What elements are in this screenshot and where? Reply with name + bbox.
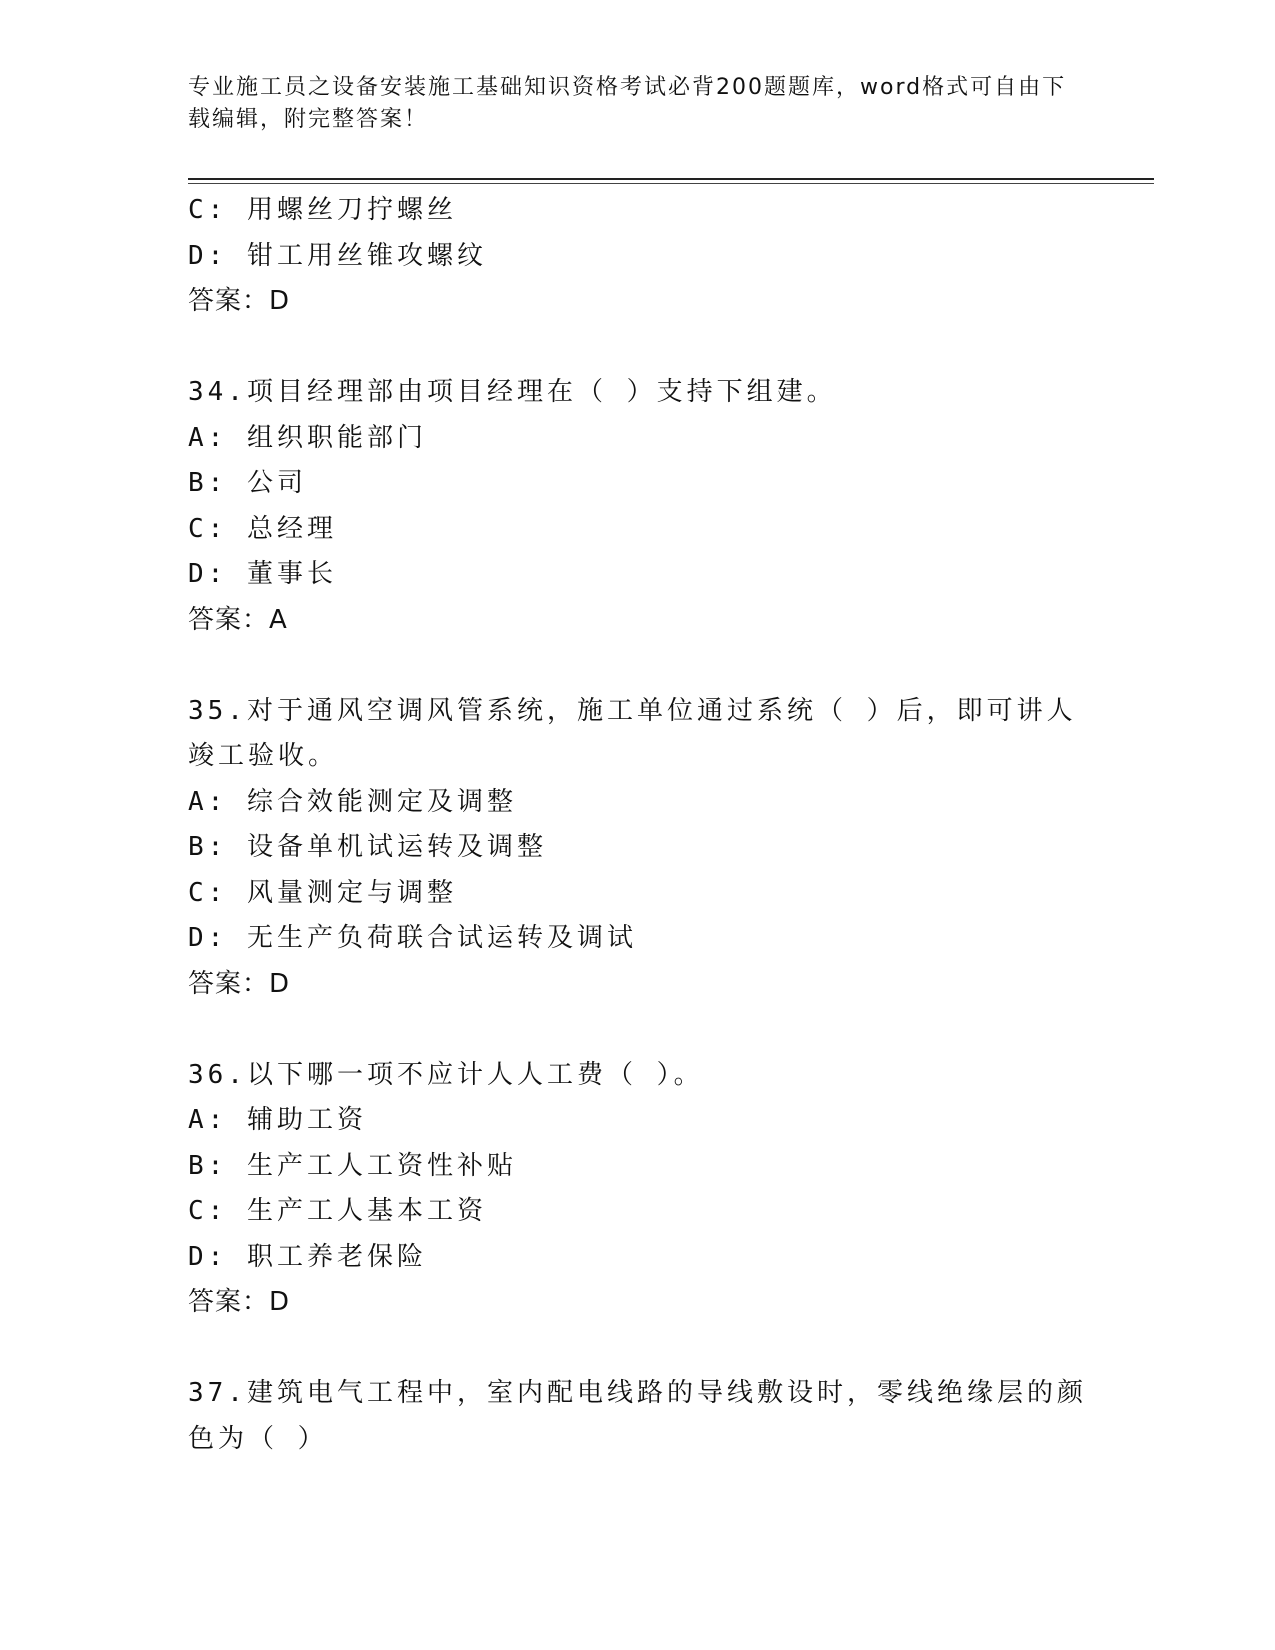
spacer — [188, 1326, 1088, 1372]
document-header — [188, 72, 1068, 136]
option-c: C: 生产工人基本工资 — [188, 1196, 487, 1226]
spacer — [188, 1007, 1088, 1053]
answer-line: 答案：D — [188, 1287, 291, 1317]
option-d: D: 职工养老保险 — [188, 1241, 427, 1272]
option-d: D: 董事长 — [188, 559, 337, 589]
option-d: D: 钳工用丝锥攻螺纹 — [188, 240, 487, 271]
header-divider-thick — [188, 178, 1154, 180]
question-block-34 — [188, 370, 1088, 643]
question-block-carryover — [188, 188, 1088, 325]
option-c: C: 风量测定与调整 — [188, 877, 457, 908]
answer-line: 答案：D — [188, 968, 291, 999]
spacer — [188, 643, 1088, 689]
option-c: C: 用螺丝刀拧螺丝 — [188, 195, 457, 225]
question-stem: 34.项目经理部由项目经理在（ ）支持下组建。 — [188, 377, 837, 407]
option-b: B: 公司 — [188, 468, 307, 498]
option-d: D: 无生产负荷联合试运转及调试 — [188, 923, 637, 953]
question-stem: 37.建筑电气工程中，室内配电线路的导线敷设时，零线绝缘层的颜色为（ ） — [188, 1378, 1087, 1454]
question-list — [188, 188, 1088, 1462]
answer-line: 答案：A — [188, 604, 288, 635]
option-a: A: 组织职能部门 — [188, 422, 427, 453]
option-b: B: 生产工人工资性补贴 — [188, 1150, 517, 1181]
option-a: A: 辅助工资 — [188, 1105, 367, 1135]
question-stem: 35.对于通风空调风管系统，施工单位通过系统（ ）后，即可讲人竣工验收。 — [188, 695, 1077, 771]
spacer — [188, 325, 1088, 371]
question-block-36 — [188, 1053, 1088, 1326]
option-c: C: 总经理 — [188, 513, 337, 544]
header-divider-thin — [188, 183, 1154, 184]
answer-line: 答案：D — [188, 286, 291, 316]
question-stem: 36.以下哪一项不应计人人工费（ ）。 — [188, 1059, 704, 1090]
option-b: B: 设备单机试运转及调整 — [188, 832, 547, 862]
header-title: 专业施工员之设备安装施工基础知识资格考试必背200题题库，word格式可自由下载编辑，附完整答案！ — [188, 75, 1067, 132]
question-block-37 — [188, 1371, 1088, 1462]
question-block-35 — [188, 689, 1088, 1008]
option-a: A: 综合效能测定及调整 — [188, 786, 517, 817]
